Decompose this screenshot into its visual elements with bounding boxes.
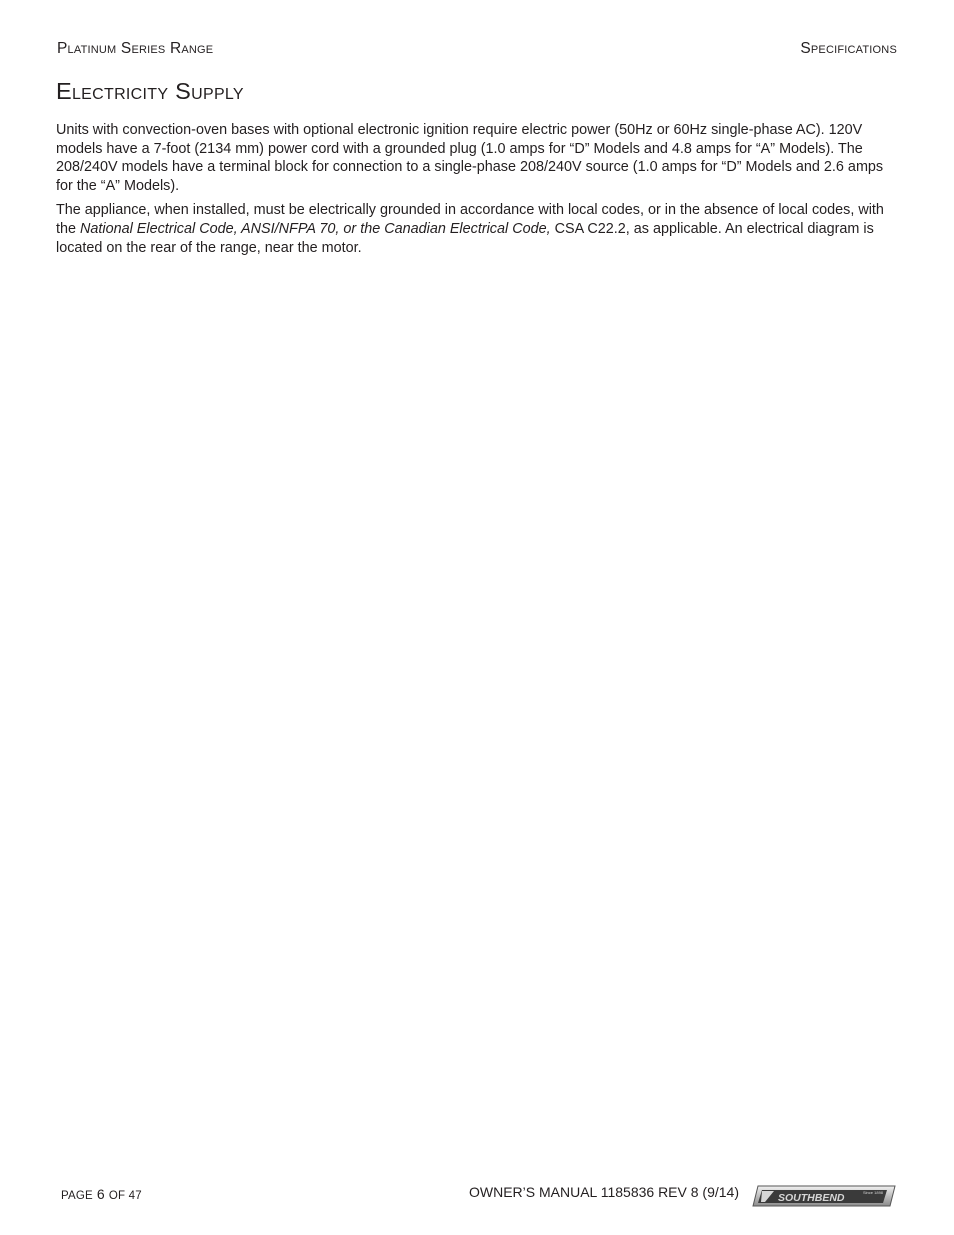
section-title: Electricity Supply [56,78,244,104]
section-body [56,121,886,263]
running-header-section: Specifications [800,40,897,57]
paragraph-grounding [56,201,886,257]
manual-reference: OWNER’S MANUAL 1185836 REV 8 (9/14) [469,1184,739,1200]
page-current: 6 [96,1186,105,1202]
page-label: PAGE [61,1190,93,1202]
page-number [61,1186,142,1202]
running-header-title: Platinum Series Range [57,40,214,57]
paragraph-grounding-text: The appliance, when installed, must be electrically grounded in accordance with local codes, or in the absence of local codes, with the [56,202,884,237]
paragraph-grounding-text-end: CSA C22.2, as applicable. An electrical diagram is located on the rear of the range, near the motor. [56,220,874,256]
paragraph-power-requirements: Units with convection-oven bases with optional electronic ignition require electric power (50Hz or 60Hz single-phase AC). 120V models have a 7-foot (2134 mm) power cord with a grounded plug (1.0 amps for “D” Models and 4.8 amps for “A” Models). The 208/240V models have a terminal block for connection to a single-phase 208/240V source (1.0 amps for “D” Models and 2.6 amps for the “A” Models). [56,122,884,194]
southbend-logo [750,1185,898,1207]
logo-since: Since 1898 [863,1190,884,1195]
electrical-code-reference: National Electrical Code, ANSI/NFPA 70, or the Canadian Electrical Code, [80,220,551,237]
logo-text: SOUTHBEND [778,1192,845,1204]
page-total: OF 47 [108,1190,142,1202]
